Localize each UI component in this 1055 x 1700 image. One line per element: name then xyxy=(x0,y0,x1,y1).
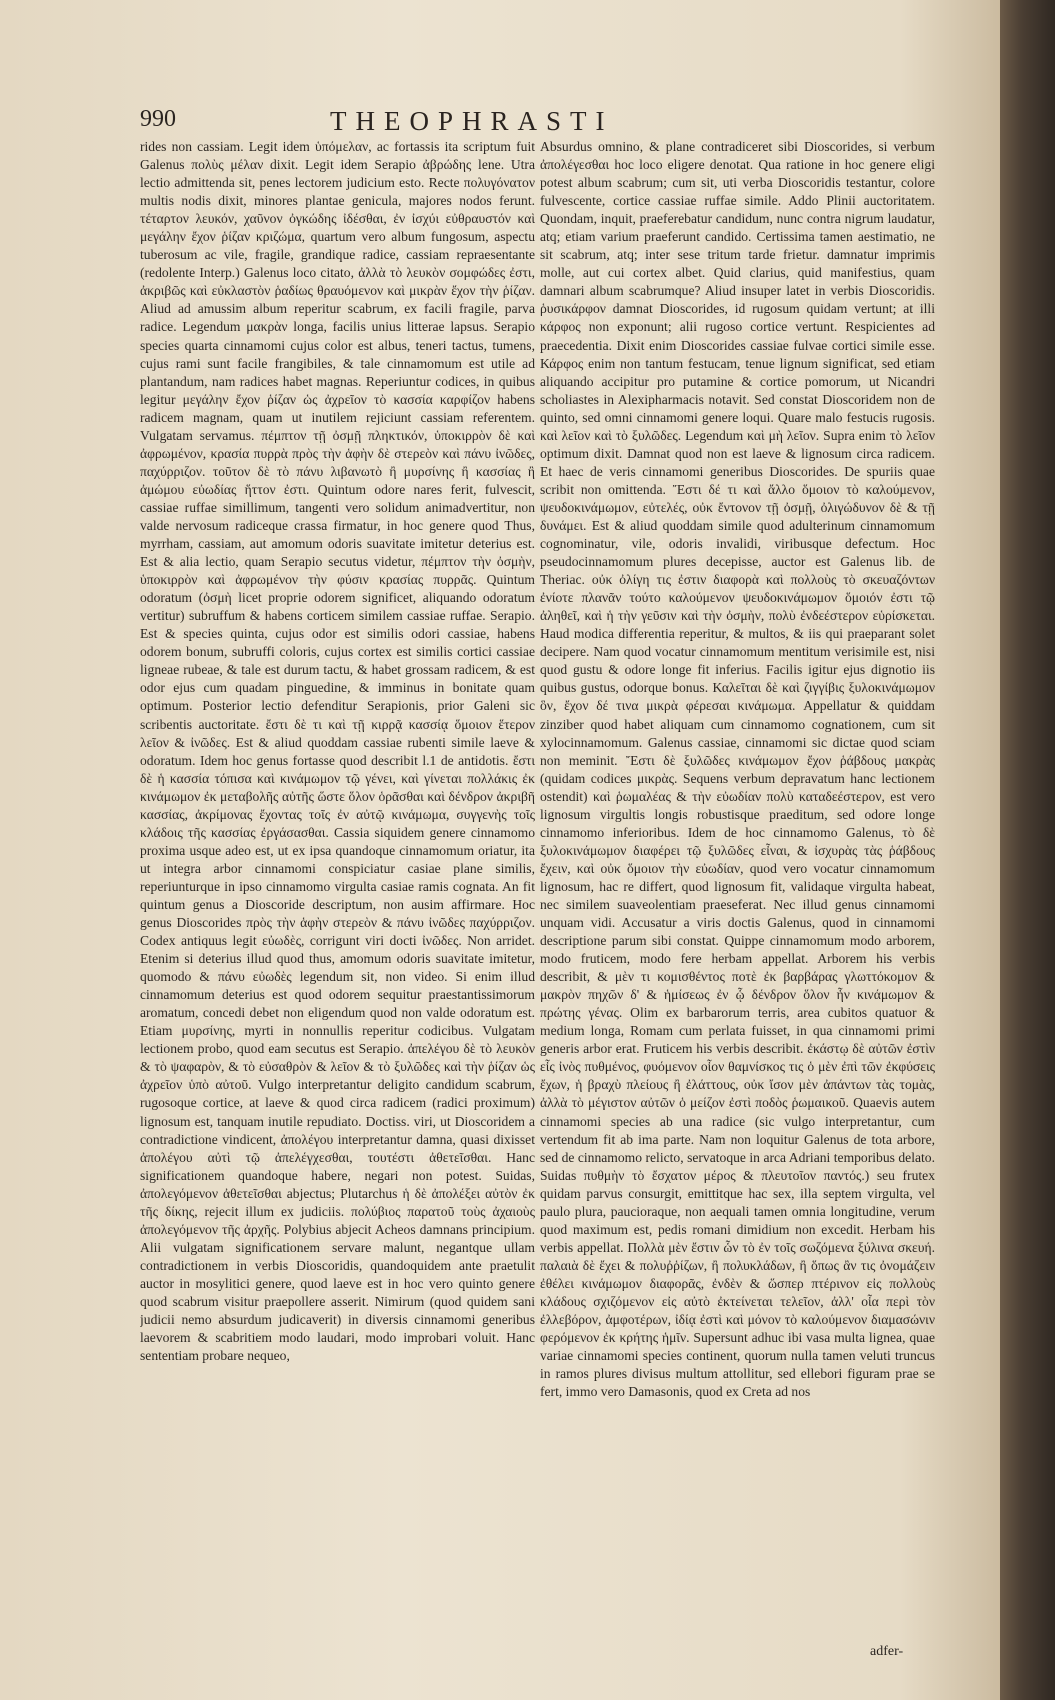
right-column xyxy=(540,138,935,1643)
left-column xyxy=(140,138,535,1608)
running-head: THEOPHRASTI xyxy=(330,106,614,136)
right-column-text: Absurdus omnino, & plane contradiceret sibi Dioscorides, si verbum ἀπολέγεσθαι hoc loco eligere denotat. Qua ratione in hoc genere eligi potest album scabrum; cum sit, uti verba Dioscoridis testantur, colore fulvescente, cortice cassiae ruffae simile. Addo Plinii auctoritatem. Quondam, inquit, praeferebatur candidum, nunc contra nigrum laudatur, atq; etiam varium praeferunt candido. Certissima tamen aestimatio, ne sit scabrum, atq; inter sese tritum tarde frietur. damnatur imprimis molle, aut cui cortex albet. Quid clarius, quid manifestius, quam damnari album scabrumque? Aliud insuper latet in verbis Dioscoridis. ῥυσικάρφον damnat Dioscorides, id rugosum quidam vertunt; at illi κάρφος non exponunt; alii rugoso cortice vertunt. Respicientes ad praecedentia. Dixit enim Dioscorides cassiae fulvae cortici simile esse. Κάρφος enim non tantum festucam, tenue lignum significat, sed etiam aliquando accipitur pro putamine & cortice pomorum, ut Nicandri scholiastes in Alexipharmacis notavit. Sed constat Dioscoridem non de quinto, sed omni cinnamomi genere loqui. Quare malo festucis rugosis. καὶ λεῖον καὶ τὸ ξυλῶδες. Legendum καὶ μὴ λεῖον. Supra enim τὸ λεῖον optimum dixit. Damnat quod non est laeve & lignosum circa radicem. Et haec de veris cinnamomi generibus Dioscorides. De spuriis quae scribit non omittenda. Ἔστι δέ τι καὶ ἄλλο ὅμοιον τὸ καλούμενον, ψευδοκινάμωμον, εὐτελές, οὐκ ἔντονον τῇ ὀσμῇ, ὀλιγώδυνον δὲ & τῇ δυνάμει. Est & aliud quoddam simile quod adulterinum cinnamomum cognominatur, vile, odoris invalidi, viribusque defectum. Hoc pseudocinnamomum plures decepisse, auctor est Galenus lib. de Theriac. οὐκ ὀλίγη τις ἐστιν διαφορὰ καὶ πολλοὺς τὸ σκευαζόντων ἐνίοτε πλανᾶν τούτο καλούμενον ψευδοκινάμωμον ὅμοιόν ἐστι τῷ ἀληθεῖ, καὶ ἡ τὴν γεῦσιν καὶ τὴν ὀσμὴν, πολὺ ἐνδεέστερον εὑρίσκεται. Haud modica differentia reperitur, & multos, & iis qui praeparant solet decipere. Nam quod vocatur cinnamomum mentitum verisimile est, nisi quod gustu & odore longe fit inferius. Facilis igitur ejus dignotio iis quibus gustus, odorque bonus. Καλεῖται δὲ καὶ ζιγγίβις ξυλοκινάμωμον ὃν, ἔχον δέ τινα μικρὰ φέρεσαι κινάμωμα. Appellatur & quiddam zinziber quod habet aliquam cum cinnamomo cognationem, cum sit xylocinnamomum. Galenus cassiae, cinnamomi sic dictae quod sciam non meminit. Ἔστι δὲ ξυλῶδες κινάμωμον ἔχον ῥάβδους μακρὰς (quidam codices μικρὰς. Sequens verbum depravatum hanc lectionem ostendit) καὶ ῥωμαλέας & τὴν εὐωδίαν πολὺ καταδεέστερον, est vero lignosum virgultis longis robustisque praeditum, sed odore longe cinnamomo inferioribus. Idem de hoc cinnamomo Galenus, τὸ δὲ ξυλοκινάμωμον διαφέρει τῷ ξυλῶδες εἶναι, & ἰσχυρὰς τὰς ῥάβδους ἔχειν, καὶ οὐκ ὅμοιον τὴν εὐωδίαν, quod vero vocatur cinnamomum lignosum, hac re differt, quod lignosum fit, validaque virgulta habeat, nec similem suaveolentiam praeseferat. Nec illud genus cinnamomi unquam vidi. Accusatur a viris doctis Galenus, quod in cinnamomi descriptione parum sibi constat. Quippe cinnamomum modo arborem, modo fruticem, modo fere herbam appellat. Arborem his verbis describit, & μὲν τι κομισθέντος ποτὲ ἐκ βαρβάρας γλωττόκομον & μακρὸν πηχῶν δ' & ἡμίσεως ἐν ᾧ δένδρον ὅλον ἦν κινάμωμον & πρώτης γένας. Olim ex barbarorum terris, area cubitos quatuor & medium longa, Romam cum perlata fuisset, in qua cinnamomi primi generis arbor erat. Fruticem his verbis describit. ἐκάστῳ δὲ αὐτῶν ἐστὶν εἷς ἰνὸς πυθμένος, φυόμενον οἷον θαμνίσκος τις ὁ μὲν ἐπὶ τῶν ἐκφύσεις ἔχων, ἡ βραχὺ πλείους ἢ ἐλάττους, οὐκ ἴσον μὲν ἀπάντων τὰς τομὰς, ἀλλὰ τὸ μέγιστον αὐτῶν ὁ μείζον ἐστὶ ποδὸς ῥωμαικοῦ. Quaevis autem cinnamomi species ab una radice (sic vulgo interpretantur, cum vertendum fit ab ima parte. Nam non loquitur Galenus de tota arbore, sed de cinnamomo relicto, servatoque in arca Adriani temporibus delato. Suidas πυθμὴν τὸ ἔσχατον μέρος & πλευτοῖον παντός.) seu frutex quidam parvus consurgit, emittitque hac sex, illa septem virgulta, vel paulo plura, paucioraque, non aequali tamen omnia longitudine, verum quod maximum est, pedis romani dimidium non excedit. Herbam his verbis appellat. Πολλὰ μὲν ἔστιν ὧν τὸ ἐν τοῖς σωζόμενα ξύλινα σκευή. παλαιὰ δὲ ἔχει & πολυῤῥίζων, ἢ πολυκλάδων, ἢ ὅπως ἂν τις ὀνομάζειν ἐθέλει κινάμωμον διαφορᾶς, ἐνδὲν & ὥσπερ πτέρινον εἰς πολλοὺς κλάδους σχιζόμενον εἰς αὐτὸ ἐκτείνεται τελεῖον, ἀλλ' οἷα περὶ τὸν ἐλλεβόρον, ἀμφοτέρων, ἰδίᾳ ἐστὶ καὶ μόνον τὸ καλούμενον διαμασώνιν φερόμενον ἐκ κρήτης ἡμῖν. Supersunt adhuc ibi vasa multa lignea, quae variae cinnamomi species continent, quorum nulla tamen veluti truncus in ramos plures divisus multum attollitur, sed ellebori figuram prae se fert, immo vero Damasonis, quod ex Creta ad nos xyxy=(540,139,935,1400)
catchword: adfer- xyxy=(870,1644,904,1659)
page-number: 990 xyxy=(140,106,176,132)
page-header xyxy=(140,106,920,140)
left-column-text: rides non cassiam. Legit idem ὑπόμελαν, ac fortassis ita scriptum fuit Galenus πολὺς μέλαν dixit. Legit idem Serapio ἀβρώδης lene. Utra lectio admittenda sit, penes lectorem judicium esto. Recte πολυγόνατον multis nodis dixit, minores plantae genicula, majores nodos ferunt. τέταρτον λευκόν, χαῦνον ὀγκώδης ἰδέσθαι, ἐν ἰσχύι εὐθραυστόν καὶ μεγάλην ἔχον ῥίζαν κριζώμα, quartum vero album fungosum, aspectu tuberosum ac vile, fragile, grandique radice, cassiam repraesentante (redolente Interp.) Galenus loco citato, ἀλλὰ τὸ λευκὸν σομφώδες ἐστι, ἀκριβῶς καὶ εὐκλαστὸν ῥαδίως θραυόμενον καὶ μικρὰν ἔχον τὴν ῥίζαν. Aliud ad amussim album reperitur scabrum, ex facili fragile, parva radice. Legendum μακρὰν longa, facilis unius litterae lapsus. Serapio species quarta cinnamomi cujus color est albus, teneri tactus, tumens, cujus rami sunt facile frangibiles, & tale cinnamomum est utile ad plantandum, nam radices habet magnas. Reperiuntur codices, in quibus legitur μεγάλην ἔχον ῥίζαν ὡς ἀχρεῖον τὸ κασσία καρφίζον habens radicem magnam, quam ut inutilem rejiciunt cassiam referentem. Vulgatam servamus. πέμπτον τῇ ὀσμῇ πληκτικόν, ὑποκιρρὸν δὲ καὶ ἀφρωμένον, κρασία πυρρὰ πρὸς τὴν ἁφὴν δὲ στερεὸν καὶ πάνυ ἰνῶδες, παχύρριζον. τοῦτον δὲ τὸ πάνυ λιβανωτὸ ἢ μυρσίνης ἢ κασσίας ἢ ἀμώμου εὐωδίας ἥττον ἐστι. Quintum odore nares ferit, fulvescit, cassiae ruffae simillimum, tangenti vero solidum animadvertitur, non valde nervosum radiceque crassa firmatur, in hoc genere quod Thus, myrrham, cassiam, aut amomum odoris suavitate imitetur deterius est. Est & alia lectio, quam Serapio secutus videtur, πέμπτον τὴν ὀσμὴν, ὑποκιρρὸν καὶ ἀφρωμένον τὴν φύσιν κρασίας πυρρᾶς. Quintum odoratum (ὀσμὴ licet proprie odorem significet, aliquando odoratum vertitur) subruffum & habens corticem similem cassiae ruffae. Serapio. Est & species quinta, cujus odor est similis odori cassiae, habens odorem bonum, subruffi coloris, cujus cortex est similis cortici cassiae ligneae rubeae, & tale est durum tactu, & habet grossam radicem, & est odor ejus cum quadam pinguedine, & imminus in bonitate quam optimum. Posterior lectio defenditur Serapionis, prior Galeni sic scribentis auctoritate. ἔστι δὲ τι καὶ τῇ κιρρᾷ κασσίᾳ ὅμοιον ἕτερον λεῖον & ἰνῶδες. Est & aliud quoddam cassiae rubenti simile laeve & odoratum. Idem hoc genus fortasse quod describit l.1 de antidotis. ἔστι δὲ ἡ κασσία τόπισα καὶ κινάμωμον τῷ γένει, καὶ γίνεται πολλάκις ἐκ κινάμωμον ἐκ μεταβολῆς αὐτῆς ὥστε ὅλον ὁρᾶσθαι καὶ δένδρον ἀκριβῆ κασσίας, ἀκρίμονας ἔχοντας τοῖς ἐν αὐτῷ κινάμωμα, συγγενὴς τοῖς κλάδοις τῆς κασσίας ἐργάσασθαι. Cassia siquidem genere cinnamomo proxima usque adeo est, ut ex ipsa quandoque cinnamomum oriatur, ita ut integra arbor cinnamomi conspiciatur casiae plane similis, reperiunturque in ipso cinnamomo virgulta casiae ramis cognata. An fit quintum genus a Dioscoride descriptum, non ausim affirmare. Hoc genus Dioscorides πρὸς τὴν ἁφὴν στερεὸν & πάνυ ἰνῶδες παχύρριζον. Codex antiquus legit εὐωδὲς, corrigunt viri docti ἰνῶδες. Non arridet. Etenim si deterius illud quod thus, amomum odoris suavitate imitetur, quomodo & πάνυ εὐωδὲς legendum sit, non video. Si enim illud cinnamomum deterius est quod odorem sequitur praestantissimorum aromatum, concedi debet non eligendum quod non valde odoratum est. Etiam μυρσίνης, myrti in nonnullis reperitur codicibus. Vulgatam lectionem probo, quod eam secutus est Serapio. ἀπελέγου δὲ τὸ λευκὸν & τὸ ψαφαρὸν, & τὸ εὐσαθρὸν & λεῖον & τὸ ξυλῶδες καὶ τὴν ῥίζαν ὡς ἀχρεῖον ὑπὸ αὐτοῦ. Vulgo interpretantur deligito candidum scabrum, rugosoque cortice, at laeve & quod circa radicem (radici proximum) lignosum est, tanquam inutile repudiato. Doctiss. viri, ut Dioscoridem a contradictione vindicent, ἀπολέγου interpretantur damna, quasi dixisset ἀπολέγου αὐτὶ τῷ ἀπελέγχεσθαι, τουτέστι ἀθετεῖσθαι. Hanc significationem quandoque habere, negari non potest. Suidas, ἀπολεγόμενον ἀθετεῖσθαι abjectus; Plutarchus ἡ δὲ ἀπολέξει αὐτὸν ἐκ τῆς δίκης, rejecit illum ex judiciis. πολύβιος παρατοῦ τοὺς ἀχαιοὺς ἀπολεγόμενον τῆς ἀρχῆς. Polybius abjecit Acheos damnans principium. Alii vulgatam significationem servare malunt, negantque ullam contradictionem in verbis Dioscoridis, quandoquidem ante praetulit auctor in mosylitici genere, quod laeve est in hoc vero quinto genere quod scabrum visitur praepollere asserit. Nimirum (quod quidem sani judicii nemo absurdum judicaverit) in diversis cinnamomi generibus laevorem & scabritiem modo laudari, modo improbari voluit. Hanc sententiam probare nequeo, xyxy=(140,139,535,1364)
book-spine-edge xyxy=(1000,0,1055,1700)
